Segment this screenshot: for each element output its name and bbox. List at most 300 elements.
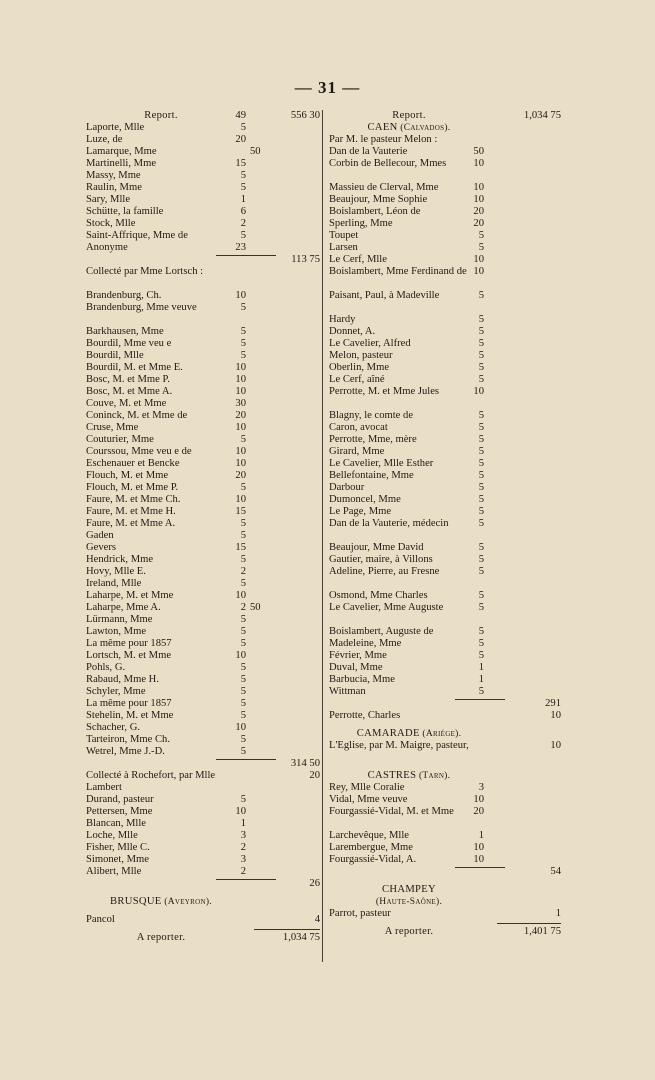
- entry-name: Wittman: [329, 686, 366, 697]
- entry-name: Osmond, Mme Charles: [329, 590, 428, 601]
- entry-name: Larsen: [329, 242, 358, 253]
- subtotal: 1,401 75: [523, 926, 561, 937]
- entry-amount: 5: [478, 554, 484, 565]
- entry-amount: 1: [478, 674, 484, 685]
- ledger-row: [86, 650, 322, 662]
- entry-name: Martinelli, Mme: [86, 158, 157, 169]
- entry-amount: 10: [473, 794, 484, 805]
- entry-amount: 5: [240, 350, 246, 361]
- entry-name: Brandenburg, Mme veuve: [86, 302, 197, 313]
- ledger-row: [327, 134, 567, 146]
- ledger-row: [86, 134, 322, 146]
- ledger-row: [327, 698, 567, 710]
- entry-name: Bourdil, Mme veu e: [86, 338, 172, 349]
- entry-amount: 5: [240, 326, 246, 337]
- ledger-row: [327, 590, 567, 602]
- section-heading: [327, 122, 567, 134]
- entry-amount: 10: [235, 386, 246, 397]
- entry-amount: 3: [240, 830, 246, 841]
- entry-amount: 5: [240, 686, 246, 697]
- entry-name: Lortsch, M. et Mme: [86, 650, 172, 661]
- ledger-row: [327, 326, 567, 338]
- entry-amount: 5: [478, 446, 484, 457]
- subtotal: 314 50: [290, 758, 320, 769]
- ledger-row: [327, 782, 567, 794]
- ledger-row: [86, 374, 322, 386]
- entry-amount: 5: [478, 326, 484, 337]
- entry-amount: 5: [240, 482, 246, 493]
- entry-amount: 10: [235, 722, 246, 733]
- entry-name: Simonet, Mme: [86, 854, 149, 865]
- entry-name: Lawton, Mme: [86, 626, 147, 637]
- ledger-row: [86, 506, 322, 518]
- ledger-row: [327, 470, 567, 482]
- ledger-row: [86, 494, 322, 506]
- entry-amount: 15: [235, 506, 246, 517]
- ledger-row: [86, 386, 322, 398]
- heading-text: (Haute-Saône).: [375, 897, 443, 907]
- entry-name: Eschenauer et Bencke: [86, 458, 180, 469]
- entry-amount: 10: [235, 374, 246, 385]
- entry-name: Hardy: [329, 314, 356, 325]
- entry-name: Brandenburg, Ch.: [86, 290, 162, 301]
- entry-amount: 5: [478, 338, 484, 349]
- entry-amount: 10: [235, 806, 246, 817]
- entry-name: Girard, Mme: [329, 446, 385, 457]
- ledger-row: [86, 518, 322, 530]
- ledger-row: [327, 710, 567, 722]
- ledger-row: [86, 542, 322, 554]
- entry-name: Hovy, Mlle E.: [86, 566, 146, 577]
- entry-name: Pancol: [86, 914, 115, 925]
- entry-name: Faure, M. et Mme A.: [86, 518, 176, 529]
- entry-name: Donnet, A.: [329, 326, 376, 337]
- entry-amount: 5: [478, 350, 484, 361]
- subtotal: 10: [550, 710, 561, 721]
- entry-name: Fisher, Mlle C.: [86, 842, 150, 853]
- total-rule: [254, 929, 320, 930]
- ledger-row: [86, 122, 322, 134]
- entry-amount: 10: [473, 386, 484, 397]
- entry-name: Madeleine, Mme: [329, 638, 402, 649]
- ledger-row: [86, 590, 322, 602]
- ledger-row: [86, 170, 322, 182]
- entry-amount: 3: [240, 854, 246, 865]
- entry-name: Sperling, Mme: [329, 218, 393, 229]
- entry-amount: 5: [240, 734, 246, 745]
- ledger-row: [327, 554, 567, 566]
- ledger-row: [327, 146, 567, 158]
- ledger-row: [86, 290, 322, 302]
- entry-amount: 50: [473, 146, 484, 157]
- entry-name: Fourgassié-Vidal, A.: [329, 854, 417, 865]
- entry-name: Massy, Mme: [86, 170, 141, 181]
- entry-amount: 1: [240, 194, 246, 205]
- ledger-row: [327, 794, 567, 806]
- ledger-row: [327, 434, 567, 446]
- entry-amount: 10: [473, 266, 484, 277]
- ledger-row: [86, 194, 322, 206]
- entry-amount: 5: [478, 566, 484, 577]
- entry-amount: 5: [478, 482, 484, 493]
- entry-amount: 5: [240, 530, 246, 541]
- ledger-row: [86, 674, 322, 686]
- ledger-row: [327, 908, 567, 920]
- entry-name: Bellefontaine, Mme: [329, 470, 414, 481]
- subtotal: 113 75: [291, 254, 320, 265]
- entry-amount: 5: [240, 302, 246, 313]
- section-heading: [327, 728, 567, 740]
- ledger-row: [86, 878, 322, 890]
- entry-name: Courssou, Mme veu e de: [86, 446, 192, 457]
- entry-name: Flouch, M. et Mme P.: [86, 482, 179, 493]
- entry-amount: 10: [473, 854, 484, 865]
- section-heading: [327, 770, 567, 782]
- entry-name: Laharpe, Mme A.: [86, 602, 161, 613]
- entry-amount: 5: [478, 602, 484, 613]
- entry-amount: 10: [235, 494, 246, 505]
- entry-amount: 2: [240, 566, 246, 577]
- entry-amount: 5: [240, 674, 246, 685]
- entry-amount: 5: [478, 590, 484, 601]
- ledger-row: [327, 482, 567, 494]
- ledger-row: [327, 158, 567, 182]
- ledger-row: [327, 374, 567, 386]
- ledger-row: [86, 854, 322, 866]
- entry-amount: 15: [235, 158, 246, 169]
- section-heading: [86, 110, 322, 122]
- entry-amount: 20: [235, 410, 246, 421]
- ledger-row: [327, 206, 567, 218]
- entry-name: La même pour 1857: [86, 638, 172, 649]
- entry-name: Faure, M. et Mme Ch.: [86, 494, 181, 505]
- ledger-row: [327, 290, 567, 314]
- ledger-row: [86, 614, 322, 626]
- ledger-row: [86, 302, 322, 326]
- entry-name: Laporte, Mlle: [86, 122, 145, 133]
- entry-name: Le Page, Mme: [329, 506, 392, 517]
- entry-amount: 10: [235, 362, 246, 373]
- subtotal: 291: [545, 698, 561, 709]
- entry-name: Durand, pasteur: [86, 794, 154, 805]
- entry-amount: 10: [473, 182, 484, 193]
- entry-amount: 5: [240, 638, 246, 649]
- entry-amount: 10: [235, 650, 246, 661]
- ledger-row: [327, 506, 567, 518]
- heading-text: CASTRES (Tarn).: [367, 770, 451, 781]
- entry-amount: 5: [478, 542, 484, 553]
- entry-name: Caron, avocat: [329, 422, 388, 433]
- ledger-row: [327, 854, 567, 866]
- ledger-row: [327, 266, 567, 290]
- ledger-row: [86, 758, 322, 770]
- entry-amount: 5: [478, 518, 484, 529]
- entry-name: Boislambert, Mme Ferdinand de: [329, 266, 467, 277]
- entry-amount: 10: [235, 422, 246, 433]
- entry-name: Sary, Mlle: [86, 194, 131, 205]
- ledger-row: [86, 794, 322, 806]
- entry-amount: 20: [235, 134, 246, 145]
- ledger-row: [86, 770, 322, 794]
- ledger-row: [86, 338, 322, 350]
- column-divider: [322, 110, 323, 962]
- entry-amount: 10: [473, 158, 484, 169]
- entry-amount: 5: [240, 122, 246, 133]
- entry-name: Dumoncel, Mme: [329, 494, 401, 505]
- entry-amount: 5: [478, 314, 484, 325]
- ledger-row: [86, 398, 322, 410]
- ledger-row: [86, 530, 322, 542]
- entry-name: Darbour: [329, 482, 365, 493]
- entry-name: Laharpe, M. et Mme: [86, 590, 174, 601]
- entry-amount: 5: [478, 626, 484, 637]
- entry-name: Bourdil, M. et Mme E.: [86, 362, 183, 373]
- ledger-row: [86, 602, 322, 614]
- entry-amount: 5: [240, 626, 246, 637]
- entry-amount: 5: [240, 182, 246, 193]
- ledger-row: [86, 698, 322, 710]
- ledger-row: [86, 146, 322, 158]
- ledger-row: [86, 806, 322, 818]
- entry-name: Oberlin, Mme: [329, 362, 390, 373]
- entry-amount: 5: [478, 362, 484, 373]
- heading-text: Report.: [392, 110, 426, 121]
- entry-amount: 2: [240, 842, 246, 853]
- entry-name: Parrot, pasteur: [329, 908, 391, 919]
- subtotal: 54: [550, 866, 561, 877]
- entry-amount: 49: [235, 110, 246, 121]
- entry-amount: 2: [240, 218, 246, 229]
- entry-amount: 5: [240, 338, 246, 349]
- entry-amount: 5: [240, 554, 246, 565]
- entry-name: Collecté par Mme Lortsch :: [86, 266, 204, 277]
- entry-name: Stehelin, M. et Mme: [86, 710, 174, 721]
- entry-name: Wetrel, Mme J.-D.: [86, 746, 165, 757]
- entry-amount: 5: [478, 230, 484, 241]
- entry-name: Saint-Affrique, Mme de: [86, 230, 188, 241]
- entry-amount: 1: [240, 818, 246, 829]
- ledger-row: [327, 626, 567, 638]
- entry-name: Beaujour, Mme David: [329, 542, 424, 553]
- entry-name: Melon, pasteur: [329, 350, 393, 361]
- entry-amount: 20: [473, 218, 484, 229]
- heading-text: A reporter.: [384, 926, 434, 937]
- ledger-row: [86, 578, 322, 590]
- entry-amount: 5: [478, 638, 484, 649]
- entry-name: Perrotte, M. et Mme Jules: [329, 386, 440, 397]
- entry-amount: 5: [478, 422, 484, 433]
- entry-name: Tarteiron, Mme Ch.: [86, 734, 170, 745]
- entry-name: Adeline, Pierre, au Fresne: [329, 566, 440, 577]
- right-column: [327, 110, 567, 938]
- entry-name: Couve, M. et Mme: [86, 398, 167, 409]
- entry-amount: 1: [478, 830, 484, 841]
- ledger-row: [327, 542, 567, 554]
- entry-amount: 10: [235, 446, 246, 457]
- entry-amount: 5: [478, 494, 484, 505]
- ledger-row: [327, 842, 567, 854]
- entry-name: Le Cerf, aîné: [329, 374, 385, 385]
- entry-name: Le Cerf, Mlle: [329, 254, 387, 265]
- ledger-row: [327, 602, 567, 626]
- entry-name: Barkhausen, Mme: [86, 326, 164, 337]
- entry-name: Beaujour, Mme Sophie: [329, 194, 428, 205]
- entry-name: L'Eglise, par M. Maigre, pasteur,: [329, 740, 469, 751]
- heading-text: BRUSQUE (Aveyron).: [110, 896, 212, 907]
- ledger-row: [86, 470, 322, 482]
- ledger-row: [327, 674, 567, 686]
- entry-amount: 20: [473, 206, 484, 217]
- entry-name: Dan de la Vauterie: [329, 146, 408, 157]
- entry-amount: 2: [240, 602, 246, 613]
- entry-name: Gautier, maire, à Villons: [329, 554, 433, 565]
- subtotal: 556 30: [290, 110, 320, 121]
- heading-text: Report.: [144, 110, 178, 121]
- entry-amount: 5: [240, 614, 246, 625]
- ledger-row: [327, 566, 567, 590]
- entry-name: Fourgassié-Vidal, M. et Mme: [329, 806, 454, 817]
- ledger-row: [86, 410, 322, 422]
- entry-name: Schyler, Mme: [86, 686, 146, 697]
- section-heading: [327, 884, 567, 896]
- entry-amount: 10: [235, 458, 246, 469]
- ledger-row: [86, 818, 322, 830]
- ledger-row: [86, 266, 322, 290]
- ledger-row: [327, 866, 567, 878]
- ledger-row: [327, 650, 567, 662]
- ledger-row: [86, 662, 322, 674]
- entry-name: Corbin de Bellecour, Mmes: [329, 158, 447, 169]
- ledger-row: [86, 710, 322, 722]
- entry-name: Février, Mme: [329, 650, 387, 661]
- heading-text: CAEN (Calvados).: [367, 122, 451, 133]
- ledger-row: [327, 410, 567, 422]
- ledger-row: [327, 662, 567, 674]
- entry-amount: 5: [240, 746, 246, 757]
- entry-amount: 5: [240, 230, 246, 241]
- ledger-row: [86, 242, 322, 254]
- entry-name: Rey, Mlle Coralie: [329, 782, 405, 793]
- entry-amount: 5: [478, 242, 484, 253]
- entry-name: Faure, M. et Mme H.: [86, 506, 176, 517]
- entry-amount: 5: [478, 374, 484, 385]
- subtotal: 1: [555, 908, 561, 919]
- subtotal: 1,034 75: [282, 932, 320, 943]
- ledger-row: [86, 566, 322, 578]
- entry-name: Schütte, la famille: [86, 206, 164, 217]
- ledger-row: [327, 386, 567, 410]
- heading-text: CHAMPEY: [382, 884, 436, 895]
- ledger-row: [86, 866, 322, 878]
- entry-name: Blancan, Mlle: [86, 818, 147, 829]
- ledger-row: [327, 242, 567, 254]
- entry-amount: 10: [235, 590, 246, 601]
- entry-name: Hendrick, Mme: [86, 554, 154, 565]
- entry-amount: 5: [240, 794, 246, 805]
- entry-amount: 2: [240, 866, 246, 877]
- ledger-row: [327, 362, 567, 374]
- section-heading: [86, 896, 322, 908]
- entry-name: Raulin, Mme: [86, 182, 142, 193]
- entry-amount: 5: [478, 434, 484, 445]
- entry-amount: 5: [240, 170, 246, 181]
- entry-amount: 10: [235, 290, 246, 301]
- entry-name: Anonyme: [86, 242, 128, 253]
- entry-name: Rabaud, Mme H.: [86, 674, 159, 685]
- ledger-row: [86, 446, 322, 458]
- ledger-row: [86, 746, 322, 758]
- ledger-row: [327, 518, 567, 542]
- ledger-row: [86, 914, 322, 926]
- ledger-row: [327, 182, 567, 194]
- entry-amount: 10: [473, 254, 484, 265]
- entry-amount: 5: [240, 434, 246, 445]
- entry-name: Stock, Mlle: [86, 218, 136, 229]
- section-heading: [327, 896, 567, 908]
- entry-name: Bosc, M. et Mme P.: [86, 374, 170, 385]
- entry-amount: 5: [478, 290, 484, 301]
- ledger-row: [327, 806, 567, 830]
- entry-name: La même pour 1857: [86, 698, 172, 709]
- entry-name: Ireland, Mlle: [86, 578, 142, 589]
- left-column: [86, 110, 322, 944]
- entry-name: Luze, de: [86, 134, 123, 145]
- entry-name: Le Cavelier, Alfred: [329, 338, 411, 349]
- ledger-row: [86, 482, 322, 494]
- entry-name: Coninck, M. et Mme de: [86, 410, 188, 421]
- ledger-row: [327, 254, 567, 266]
- ledger-row: [327, 686, 567, 698]
- entry-cents: 50: [250, 602, 261, 613]
- ledger-row: [327, 446, 567, 458]
- subtotal: 1,034 75: [523, 110, 561, 121]
- entry-name: Larembergue, Mme: [329, 842, 413, 853]
- heading-text: A reporter.: [136, 932, 186, 943]
- section-heading: [327, 110, 567, 122]
- ledger-row: [86, 326, 322, 338]
- entry-name: Perrotte, Charles: [329, 710, 401, 721]
- total-rule: [497, 923, 561, 924]
- entry-amount: 5: [240, 662, 246, 673]
- entry-name: Perrotte, Mme, mère: [329, 434, 417, 445]
- ledger-row: [86, 842, 322, 854]
- ledger-row: [327, 218, 567, 230]
- entry-amount: 15: [235, 542, 246, 553]
- entry-name: Larchevêque, Mlle: [329, 830, 410, 841]
- entry-amount: 10: [473, 194, 484, 205]
- entry-name: Le Cavelier, Mlle Esther: [329, 458, 434, 469]
- entry-amount: 5: [478, 686, 484, 697]
- entry-name: Vidal, Mme veuve: [329, 794, 408, 805]
- ledger-row: [86, 626, 322, 638]
- entry-name: Flouch, M. et Mme: [86, 470, 169, 481]
- ledger-row: [86, 734, 322, 746]
- ledger-row: [86, 422, 322, 434]
- entry-amount: 20: [235, 470, 246, 481]
- section-heading: [327, 926, 567, 938]
- ledger-row: [327, 314, 567, 326]
- ledger-row: [86, 458, 322, 470]
- entry-amount: 6: [240, 206, 246, 217]
- ledger-row: [86, 218, 322, 230]
- entry-amount: 5: [240, 710, 246, 721]
- entry-name: Schacher, G.: [86, 722, 140, 733]
- heading-text: CAMARADE (Ariége).: [356, 728, 462, 739]
- entry-amount: 30: [235, 398, 246, 409]
- entry-amount: 3: [478, 782, 484, 793]
- entry-name: Lamarque, Mme: [86, 146, 157, 157]
- entry-name: Boislambert, Léon de: [329, 206, 421, 217]
